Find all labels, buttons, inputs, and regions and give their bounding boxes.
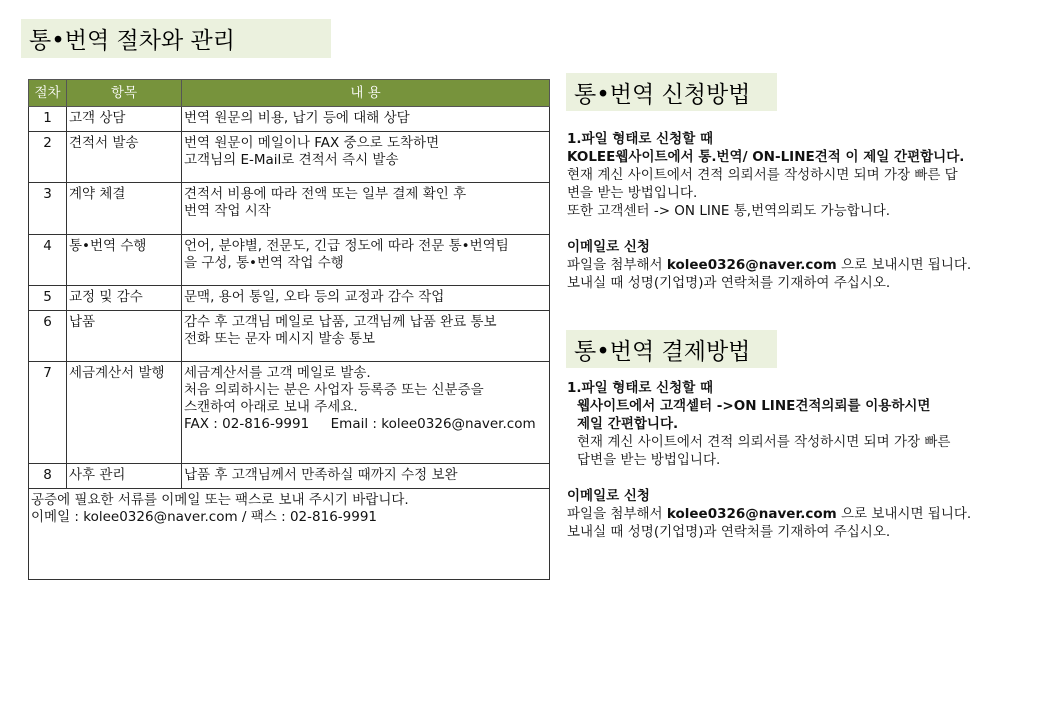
payment-email-line (567, 505, 1017, 523)
apply-file-heading: 1.파일 형태로 신청할 때 (567, 131, 713, 147)
apply-email-line2: 보내실 때 성명(기업명)과 연락처를 기재하여 주십시오. (567, 275, 891, 291)
step-content (182, 362, 550, 464)
step-number: 8 (29, 464, 67, 489)
payment-email-heading: 이메일로 신청 (567, 488, 650, 504)
apply-file-line: 현재 계신 사이트에서 견적 의뢰서를 작성하시면 되며 가장 빠른 답 (567, 167, 958, 183)
header-step: 절차 (29, 80, 67, 107)
content-line: 번역 원문의 비용, 납기 등에 대해 상담 (184, 110, 410, 126)
payment-email-pre: 파일을 첨부해서 (567, 506, 667, 522)
step-content (182, 235, 550, 286)
apply-file-bold: KOLEE웹사이트에서 통.번역/ ON-LINE견적 이 제일 간편합니다. (567, 149, 965, 165)
step-item: 견적서 발송 (67, 132, 182, 183)
apply-email-line (567, 256, 1017, 274)
procedure-table (28, 79, 550, 580)
footer-line: 공증에 필요한 서류를 이메일 또는 팩스로 보내 주시기 바랍니다. (31, 492, 409, 508)
step-number: 2 (29, 132, 67, 183)
payment-method-title: 통•번역 결제방법 (566, 330, 777, 368)
table-footer (29, 489, 550, 580)
payment-method-section (567, 379, 1017, 541)
payment-file-bold: 제일 간편합니다. (577, 416, 679, 432)
content-line: 처음 의뢰하시는 분은 사업자 등록증 또는 신분증을 (184, 382, 484, 398)
content-line: 스캔하여 아래로 보내 주세요. (184, 399, 358, 415)
content-line: 납품 후 고객님께서 만족하실 때까지 수정 보완 (184, 467, 458, 483)
step-number: 5 (29, 286, 67, 311)
step-content (182, 107, 550, 132)
content-line: 세금계산서를 고객 메일로 발송. (184, 365, 371, 381)
table-row (29, 107, 550, 132)
step-content (182, 464, 550, 489)
content-line: 감수 후 고객님 메일로 납품, 고객님께 납품 완료 통보 (184, 314, 497, 330)
content-line: 문맥, 용어 통일, 오타 등의 교정과 감수 작업 (184, 289, 445, 305)
step-content (182, 132, 550, 183)
payment-email-post: 으로 보내시면 됩니다. (836, 506, 972, 522)
payment-file-line: 현재 계신 사이트에서 견적 의뢰서를 작성하시면 되며 가장 빠른 (577, 434, 951, 450)
table-header-row (29, 80, 550, 107)
step-item: 교정 및 감수 (67, 286, 182, 311)
step-content (182, 183, 550, 235)
table-row (29, 362, 550, 464)
content-line: 을 구성, 통•번역 작업 수행 (184, 255, 344, 271)
payment-email-address: kolee0326@naver.com (666, 506, 837, 522)
step-item: 통•번역 수행 (67, 235, 182, 286)
step-item: 계약 체결 (67, 183, 182, 235)
content-line: 번역 원문이 메일이나 FAX 중으로 도착하면 (184, 135, 440, 151)
table-row (29, 132, 550, 183)
step-number: 6 (29, 311, 67, 362)
table-row (29, 286, 550, 311)
apply-email-address: kolee0326@naver.com (666, 257, 837, 273)
payment-file-heading: 1.파일 형태로 신청할 때 (567, 380, 713, 396)
table-row (29, 464, 550, 489)
payment-file-bold: 웹사이트에서 고객셑터 ->ON LINE견적의뢰를 이용하시면 (577, 398, 931, 414)
content-line: 고객님의 E-Mail로 견적서 즉시 발송 (184, 152, 399, 168)
table-row (29, 311, 550, 362)
step-number: 7 (29, 362, 67, 464)
step-item: 세금계산서 발행 (67, 362, 182, 464)
step-number: 4 (29, 235, 67, 286)
content-line: 언어, 분야별, 전문도, 긴급 정도에 따라 전문 통•번역팀 (184, 238, 509, 254)
payment-email-line2: 보내실 때 성명(기업명)과 연락처를 기재하여 주십시오. (567, 524, 891, 540)
apply-method-title: 통•번역 신청방법 (566, 73, 777, 111)
table-row (29, 235, 550, 286)
step-number: 3 (29, 183, 67, 235)
apply-email-heading: 이메일로 신청 (567, 239, 650, 255)
header-item: 항목 (67, 80, 182, 107)
content-line: 번역 작업 시작 (184, 203, 271, 219)
apply-email-post: 으로 보내시면 됩니다. (836, 257, 972, 273)
apply-file-line: 또한 고객센터 -> ON LINE 통,번역의뢰도 가능합니다. (567, 203, 891, 219)
apply-file-line: 변을 받는 방법입니다. (567, 185, 698, 201)
step-content (182, 286, 550, 311)
apply-method-section (567, 130, 1017, 292)
step-content (182, 311, 550, 362)
content-line: 견적서 비용에 따라 전액 또는 일부 결제 확인 후 (184, 186, 467, 202)
step-item: 고객 상담 (67, 107, 182, 132)
step-number: 1 (29, 107, 67, 132)
header-content: 내 용 (182, 80, 550, 107)
content-line: FAX : 02-816-9991 Email : kolee0326@naver.com (184, 416, 536, 432)
content-line: 전화 또는 문자 메시지 발송 통보 (184, 331, 375, 347)
step-item: 사후 관리 (67, 464, 182, 489)
payment-file-line: 답변을 받는 방법입니다. (577, 452, 721, 468)
step-item: 납품 (67, 311, 182, 362)
table-footer-row (29, 489, 550, 580)
apply-email-pre: 파일을 첨부해서 (567, 257, 667, 273)
page-title: 통•번역 절차와 관리 (21, 19, 331, 58)
footer-line: 이메일 : kolee0326@naver.com / 팩스 : 02-816-9991 (31, 509, 378, 525)
table-row (29, 183, 550, 235)
